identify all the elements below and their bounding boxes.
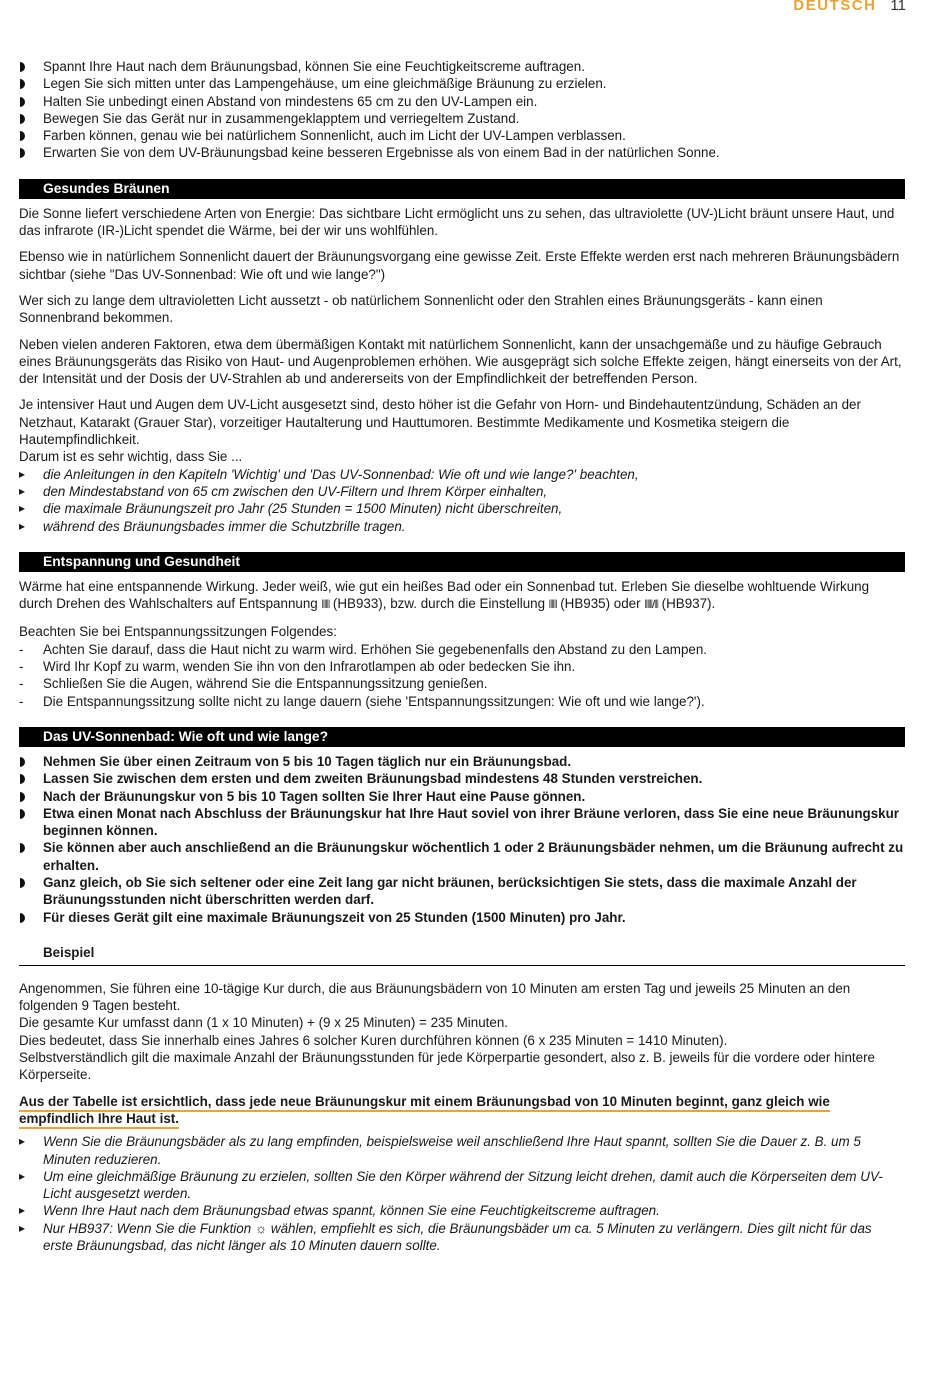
infrared-lamp-icon: ⦀⦀ xyxy=(321,599,330,612)
paragraph: Dies bedeutet, dass Sie innerhalb eines Jahres 6 solcher Kuren durchführen können (6 x 235 Minuten = 1410 Minuten). xyxy=(19,1032,728,1048)
list-item: ▸ Wenn Sie die Bräunungsbäder als zu lang empfinden, beispielsweise weil anschließend Ihre Haut spannt, sollten Sie die Dauer z. B. um 5 Minuten reduzieren. xyxy=(19,1133,905,1168)
highlight-paragraph: Aus der Tabelle ist ersichtlich, dass jede neue Bräunungskur mit einem Bräunungsbad von 10 Minuten beginnt, ganz gleich wie empfindlich Ihre Haut ist. xyxy=(19,1093,905,1128)
paragraph: Darum ist es sehr wichtig, dass Sie ... xyxy=(19,449,243,465)
list-item: Lassen Sie zwischen dem ersten und dem zweiten Bräunungsbad mindestens 48 Stunden verstreichen. xyxy=(19,770,905,787)
paragraph: Angenommen, Sie führen eine 10-tägige Kur durch, die aus Bräunungsbädern von 10 Minuten am ersten Tag und jeweils 25 Minuten an den folgenden 9 Tagen besteht. xyxy=(19,980,851,1014)
list-item: - Achten Sie darauf, dass die Haut nicht zu warm wird. Erhöhen Sie gegebenenfalls den Abstand zu den Lampen. xyxy=(19,641,905,658)
language-label: DEUTSCH xyxy=(793,0,877,14)
paragraph: Neben vielen anderen Faktoren, etwa dem übermäßigen Kontakt mit natürlichem Sonnenlicht, kann der unsachgemäße und zu häufige Gebrauch eines Bräunungsgeräts das Risiko von Haut- und Augenproblemen erhöhen. Wie ausgeprägt sich solche Effekte zeigen, hängt einerseits von der Art, der Intensität und der Dosis der UV-Strahlen ab und andererseits von der Empfindlichkeit der betreffenden Person. xyxy=(19,336,902,387)
paragraph: Wer sich zu lange dem ultravioletten Licht aussetzt - ob natürlichem Sonnenlicht oder den Strahlen eines Bräunungsgeräts - kann einen Sonnenbrand bekommen. xyxy=(19,292,823,326)
list-item: Legen Sie sich mitten unter das Lampengehäuse, um eine gleichmäßige Bräunung zu erzielen. xyxy=(19,75,905,92)
function-symbol-icon: ☼ xyxy=(254,1220,268,1236)
uv-bullet-list xyxy=(19,753,905,926)
paragraph: Die Sonne liefert verschiedene Arten von Energie: Das sichtbare Licht ermöglicht uns zu sehen, das ultraviolette (UV-)Licht bräunt unsere Haut, und das infrarote (IR-)Licht spendet die Wärme, bei der wir uns wohlfühlen. xyxy=(19,205,895,239)
list-item: ▸ die maximale Bräunungszeit pro Jahr (25 Stunden = 1500 Minuten) nicht überschreiten, xyxy=(19,500,905,517)
tip-list xyxy=(19,1133,905,1254)
section-heading-uv-session: Das UV-Sonnenbad: Wie oft und wie lange? xyxy=(19,727,905,747)
page-header xyxy=(793,0,906,16)
list-item: - Schließen Sie die Augen, während Sie die Entspannungssitzung genießen. xyxy=(19,675,905,692)
tip-list xyxy=(19,466,905,535)
list-item: ▸ Nur HB937: Wenn Sie die Funktion ☼ wählen, empfiehlt es sich, die Bräunungsbäder um ca. 5 Minuten zu verlängern. Dies gilt nicht für das erste Bräunungsbad, das nicht länger als 10 Minuten dauern sollte. xyxy=(19,1220,905,1255)
page-content xyxy=(19,58,905,1263)
infrared-uv-lamp-icon: ⦀⦀/⦀ xyxy=(644,599,658,612)
paragraph: Beachten Sie bei Entspannungssitzungen Folgendes: xyxy=(19,624,337,640)
list-item: Bewegen Sie das Gerät nur in zusammengeklapptem und verriegeltem Zustand. xyxy=(19,110,905,127)
list-item: Für dieses Gerät gilt eine maximale Bräunungszeit von 25 Stunden (1500 Minuten) pro Jahr. xyxy=(19,909,905,926)
list-item: ▸ die Anleitungen in den Kapiteln 'Wichtig' und 'Das UV-Sonnenbad: Wie oft und wie lange?' beachten, xyxy=(19,466,905,483)
page-number: 11 xyxy=(890,0,906,14)
paragraph: Die gesamte Kur umfasst dann (1 x 10 Minuten) + (9 x 25 Minuten) = 235 Minuten. xyxy=(19,1015,509,1031)
list-item: Spannt Ihre Haut nach dem Bräunungsbad, können Sie eine Feuchtigkeitscreme auftragen. xyxy=(19,58,905,75)
dash-list xyxy=(19,641,905,710)
list-item: Erwarten Sie von dem UV-Bräunungsbad keine besseren Ergebnisse als von einem Bad in der natürlichen Sonne. xyxy=(19,144,905,161)
infrared-lamp-icon: ⦀⦀ xyxy=(548,599,557,612)
paragraph: Ebenso wie in natürlichem Sonnenlicht dauert der Bräunungsvorgang eine gewisse Zeit. Erste Effekte werden erst nach mehreren Bräunungsbädern sichtbar (siehe "Das UV-Sonnenbad: Wie oft und wie lange?") xyxy=(19,249,900,282)
paragraph: Je intensiver Haut und Augen dem UV-Licht ausgesetzt sind, desto höher ist die Gefahr von Horn- und Bindehautentzündung, Schäden an der Netzhaut, Katarakt (Grauer Star), vorzeitiger Hautalterung und Hauttumoren. Bestimmte Medikamente und Kosmetika steigern die Hautempfindlichkeit. xyxy=(19,397,861,448)
list-item: - Die Entspannungssitzung sollte nicht zu lange dauern (siehe 'Entspannungssitzungen: Wie oft und wie lange?'). xyxy=(19,693,905,710)
list-item: ▸ während des Bräunungsbades immer die Schutzbrille tragen. xyxy=(19,518,905,535)
list-item: Sie können aber auch anschließend an die Bräunungskur wöchentlich 1 oder 2 Bräunungsbäder nehmen, um die Bräunung aufrecht zu erhalten. xyxy=(19,839,905,874)
list-item: Halten Sie unbedingt einen Abstand von mindestens 65 cm zu den UV-Lampen ein. xyxy=(19,93,905,110)
list-item: - Wird Ihr Kopf zu warm, wenden Sie ihn von den Infrarotlampen ab oder bedecken Sie ihn. xyxy=(19,658,905,675)
section-heading-healthy-tanning: Gesundes Bräunen xyxy=(19,179,905,199)
list-item: ▸ Um eine gleichmäßige Bräunung zu erzielen, sollten Sie den Körper während der Sitzung leicht drehen, damit auch die Körperseiten dem UV-Licht ausgesetzt werden. xyxy=(19,1168,905,1203)
intro-bullet-list xyxy=(19,58,905,162)
example-heading: Beispiel xyxy=(19,944,905,966)
list-item: Ganz gleich, ob Sie sich seltener oder eine Zeit lang gar nicht bräunen, berücksichtigen Sie stets, dass die maximale Anzahl der Bräunungsstunden nicht überschritten werden darf. xyxy=(19,874,905,909)
list-item: Etwa einen Monat nach Abschluss der Bräunungskur hat Ihre Haut soviel von ihrer Bräune verloren, dass Sie eine neue Bräunungskur beginnen können. xyxy=(19,805,905,840)
paragraph: Selbstverständlich gilt die maximale Anzahl der Bräunungsstunden für jede Körperpartie gesondert, also z. B. jeweils für die vordere oder hintere Körperseite. xyxy=(19,1050,875,1083)
list-item: Farben können, genau wie bei natürlichem Sonnenlicht, auch im Licht der UV-Lampen verblassen. xyxy=(19,127,905,144)
list-item: ▸ den Mindestabstand von 65 cm zwischen den UV-Filtern und Ihrem Körper einhalten, xyxy=(19,483,905,500)
list-item: Nach der Bräunungskur von 5 bis 10 Tagen sollten Sie Ihrer Haut eine Pause gönnen. xyxy=(19,788,905,805)
list-item: ▸ Wenn Ihre Haut nach dem Bräunungsbad etwas spannt, können Sie eine Feuchtigkeitscreme auftragen. xyxy=(19,1202,905,1219)
list-item: Nehmen Sie über einen Zeitraum von 5 bis 10 Tagen täglich nur ein Bräunungsbad. xyxy=(19,753,905,770)
paragraph: Wärme hat eine entspannende Wirkung. Jeder weiß, wie gut ein heißes Bad oder ein Sonnenbad tut. Erleben Sie dieselbe wohltuende Wirkung durch Drehen des Wahlschalters auf Entspannung ⦀⦀ (HB933), bzw. durch die Einstellung ⦀⦀ (HB935) oder ⦀⦀/⦀ (HB937). xyxy=(19,578,905,615)
section-heading-relaxation: Entspannung und Gesundheit xyxy=(19,552,905,572)
